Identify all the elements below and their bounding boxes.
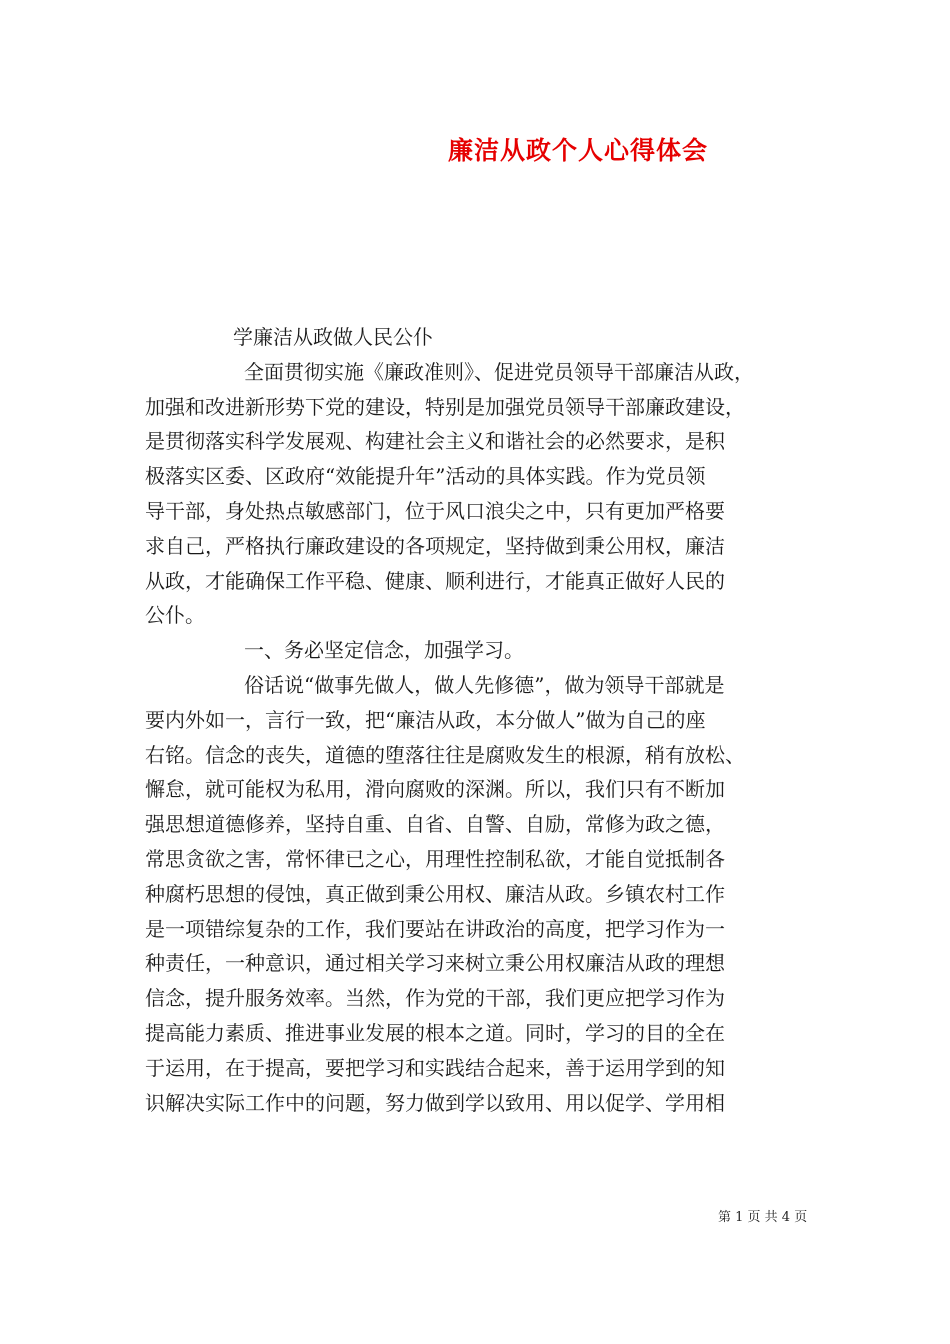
paragraph-line: 加强和改进新形势下党的建设，特别是加强党员领导干部廉政建设， (145, 394, 745, 419)
paragraph-line: 是一项错综复杂的工作，我们要站在讲政治的高度，把学习作为一 (145, 916, 725, 941)
subtitle-line: 学廉洁从政做人民公仆 (233, 325, 433, 349)
document-body (145, 320, 815, 1120)
paragraph-line: 是贯彻落实科学发展观、构建社会主义和谐社会的必然要求，是积 (145, 429, 725, 454)
paragraph-line: 求自己，严格执行廉政建设的各项规定，坚持做到秉公用权，廉洁 (145, 533, 725, 558)
paragraph-line: 信念，提升服务效率。当然，作为党的干部，我们更应把学习作为 (145, 986, 725, 1011)
section-heading: 一、务必坚定信念，加强学习。 (244, 638, 524, 663)
paragraph-line: 种责任，一种意识，通过相关学习来树立秉公用权廉洁从政的理想 (145, 951, 725, 976)
paragraph-line: 全面贯彻实施《廉政准则》、促进党员领导干部廉洁从政， (244, 359, 754, 384)
paragraph-line: 从政，才能确保工作平稳、健康、顺利进行，才能真正做好人民的 (145, 568, 725, 593)
paragraph-line: 俗话说“做事先做人，做人先修德”，做为领导干部就是 (244, 672, 725, 697)
paragraph-line: 要内外如一，言行一致，把“廉洁从政，本分做人”做为自己的座 (145, 707, 706, 732)
paragraph-line: 常思贪欲之害，常怀律已之心，用理性控制私欲，才能自觉抵制各 (145, 846, 725, 871)
paragraph-line: 导干部，身处热点敏感部门，位于风口浪尖之中，只有更加严格要 (145, 498, 725, 523)
paragraph-line: 识解决实际工作中的问题，努力做到学以致用、用以促学、学用相 (145, 1090, 725, 1115)
paragraph-line: 右铭。信念的丧失，道德的堕落往往是腐败发生的根源，稍有放松、 (145, 742, 745, 767)
paragraph-line: 强思想道德修养，坚持自重、自省、自警、自励，常修为政之德， (145, 812, 725, 837)
paragraph-line: 公仆。 (145, 603, 205, 628)
paragraph-line: 于运用，在于提高，要把学习和实践结合起来，善于运用学到的知 (145, 1055, 725, 1080)
paragraph-line: 提高能力素质、推进事业发展的根本之道。同时，学习的目的全在 (145, 1020, 725, 1045)
paragraph-line: 极落实区委、区政府“效能提升年”活动的具体实践。作为党员领 (145, 464, 706, 489)
page-number: 第 1 页 共 4 页 (718, 1210, 808, 1225)
document-title: 廉洁从政个人心得体会 (448, 136, 709, 165)
paragraph-line: 种腐朽思想的侵蚀，真正做到秉公用权、廉洁从政。乡镇农村工作 (145, 881, 725, 906)
paragraph-line: 懈怠，就可能权为私用，滑向腐败的深渊。所以，我们只有不断加 (145, 777, 725, 802)
